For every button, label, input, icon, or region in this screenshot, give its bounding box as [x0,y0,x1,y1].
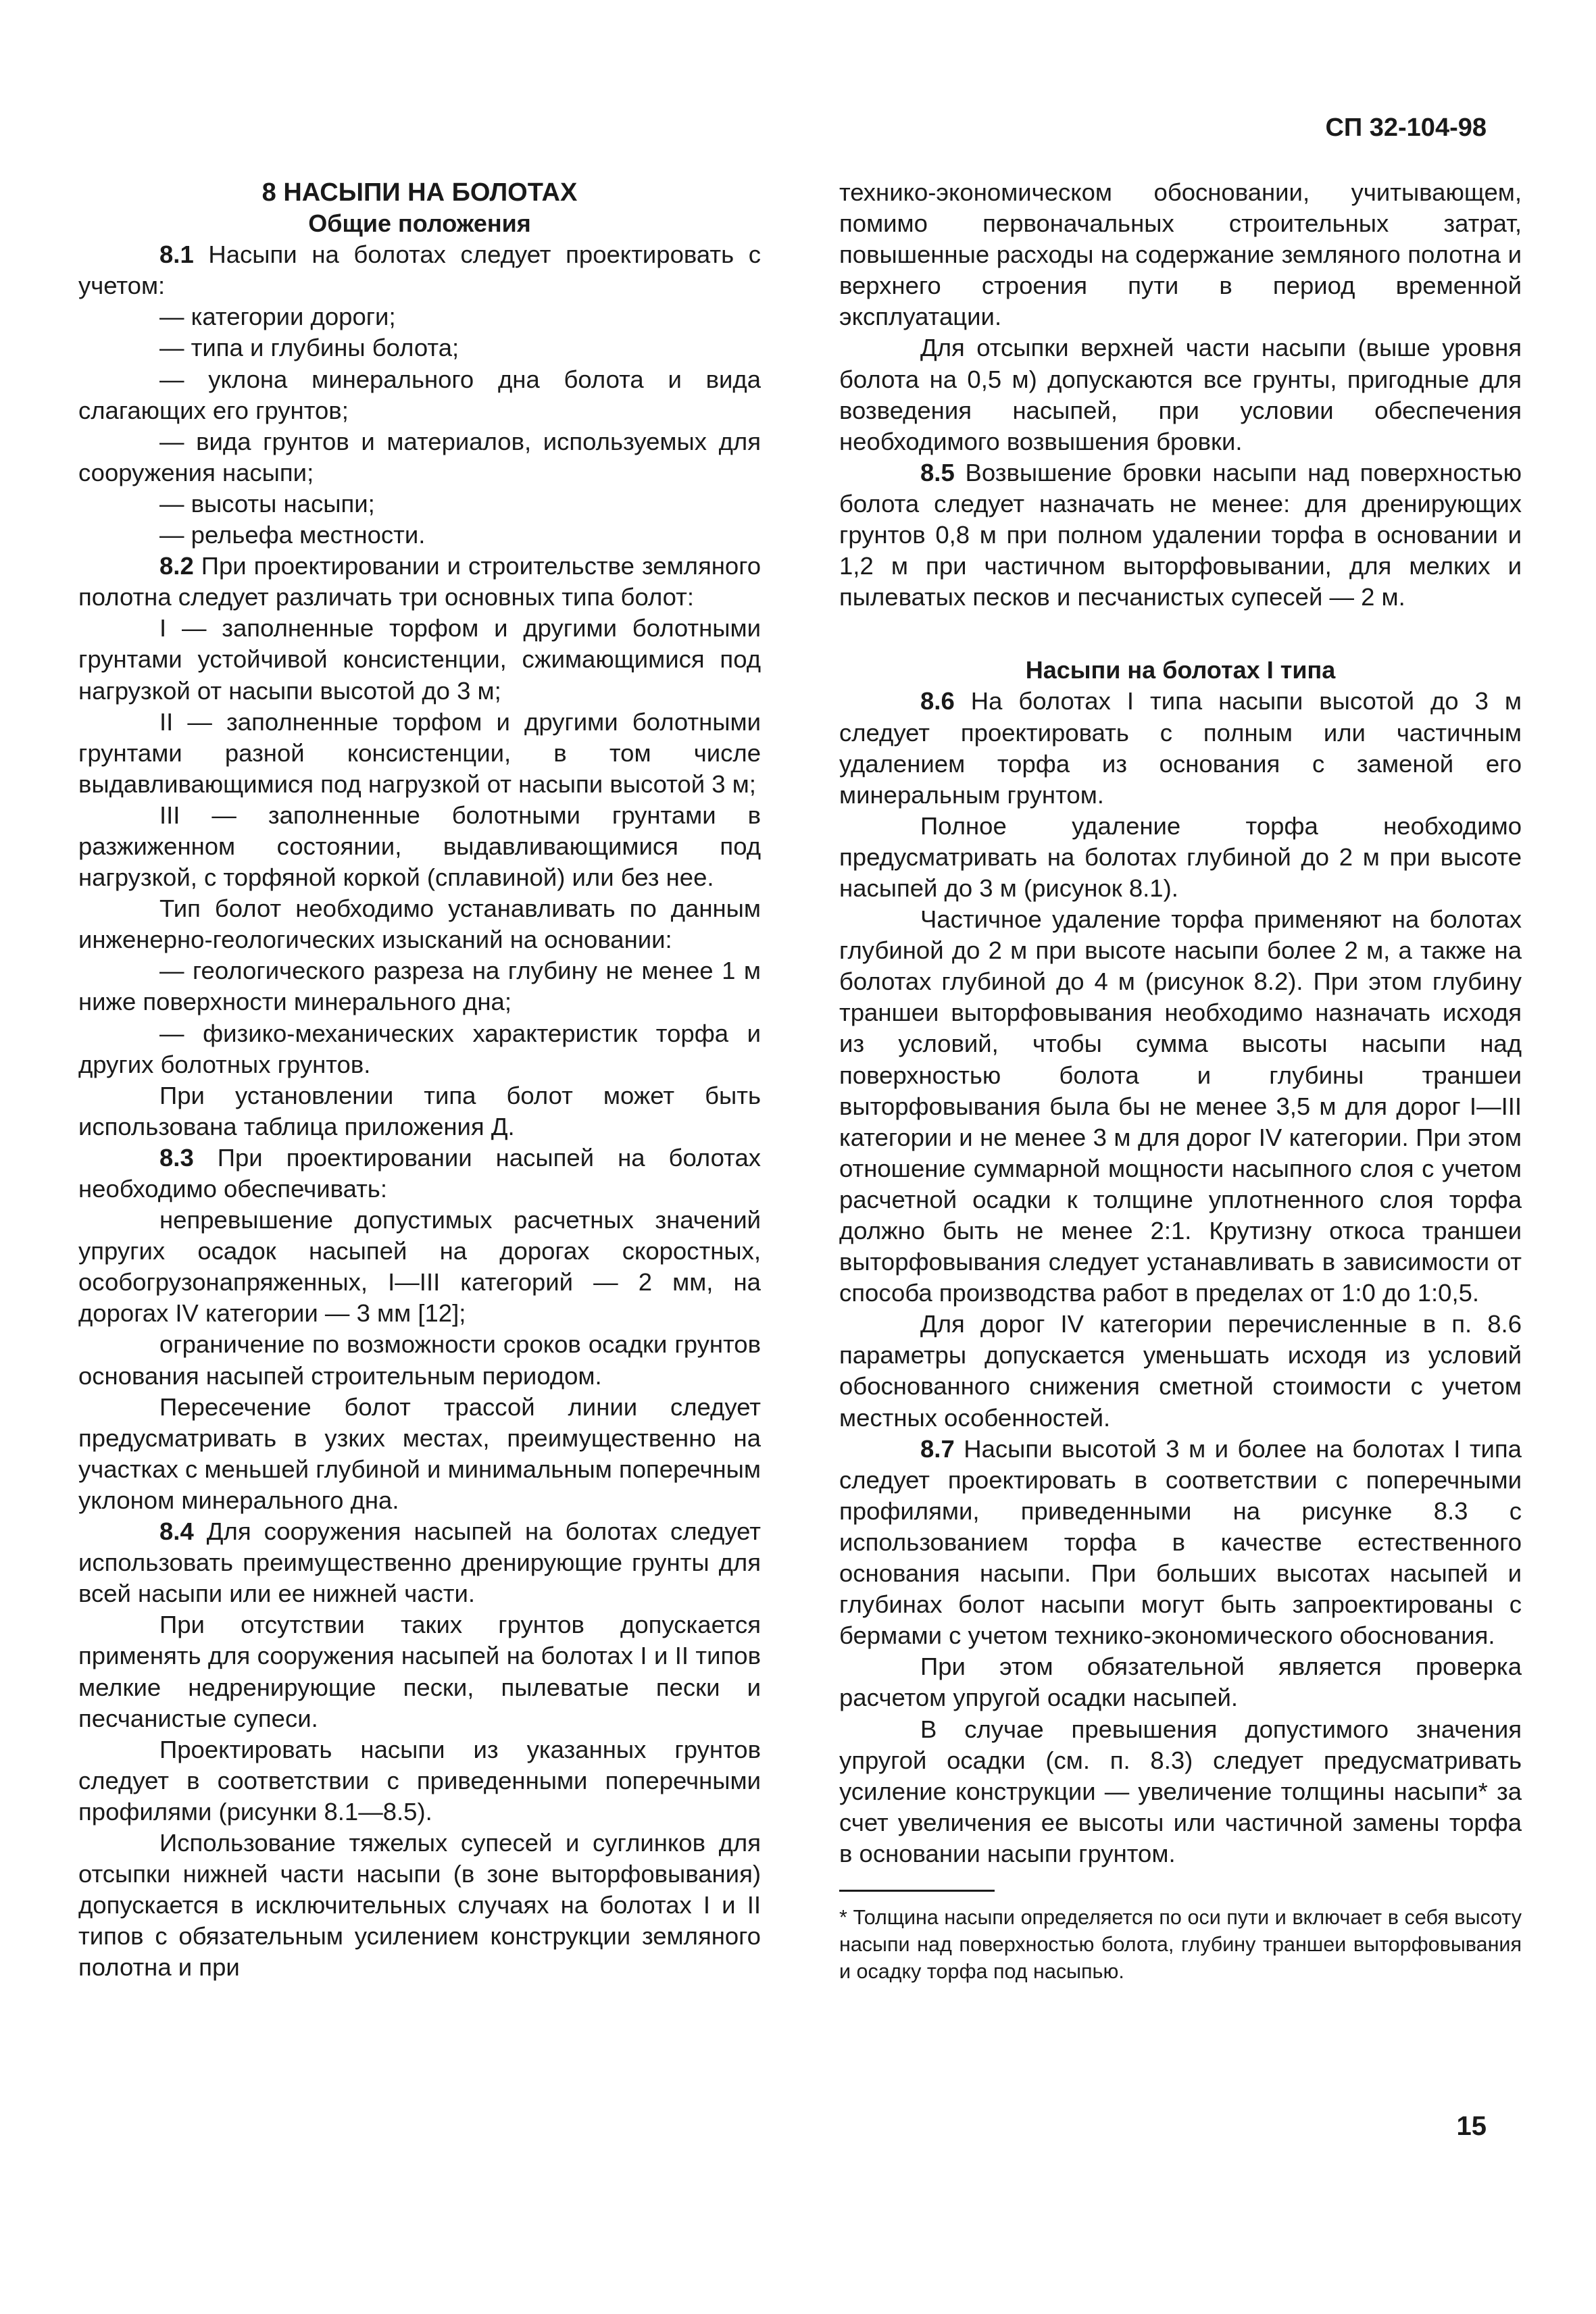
clause-number: 8.6 [920,687,955,715]
subsection-title-type-1: Насыпи на болотах I типа [1025,656,1336,684]
subsection-title-general: Общие положения [308,209,531,238]
list-item: — рельефа местности. [159,521,426,549]
clause-number: 8.3 [159,1143,194,1172]
paragraph: Пересечение болот трассой линии следует предусматривать в узких местах, преимущественно на участках с меньшей глубиной и минимальным поперечным уклоном минерального дна. [78,1392,761,1514]
paragraph-8-1: 8.1 Насыпи на болотах следует проектировать с учетом: [78,241,761,300]
left-column [78,177,761,1983]
bog-type-1: I — заполненные торфом и другими болотными грунтами устойчивой консистенции, сжимающимися под нагрузкой от насыпи высотой до 3 м; [78,614,761,705]
footnote-divider [839,1890,995,1892]
list-item: — уклона минерального дна болота и вида слагающих его грунтов; [78,365,761,424]
clause-number: 8.1 [159,241,194,269]
clause-number: 8.5 [920,458,955,486]
paragraph: Для дорог IV категории перечисленные в п. 8.6 параметры допускается уменьшать исходя из условий обоснованного снижения сметной стоимости с учетом местных особенностей. [839,1310,1522,1432]
paragraph: При установлении типа болот может быть использована таблица приложения Д. [78,1081,761,1140]
bog-type-2: II — заполненные торфом и другими болотными грунтами разной консистенции, в том числе выдавливающимися под нагрузкой от насыпи высотой 3 м; [78,707,761,798]
paragraph-8-5: 8.5 Возвышение бровки насыпи над поверхностью болота следует назначать не менее: для дренирующих грунтов 0,8 м при полном удалении торфа в основании и 1,2 м при частичном выторфовывании, для мелких и пылеватых песков и песчанистых супесей — 2 м. [839,458,1522,611]
list-item: непревышение допустимых расчетных значений упругих осадок насыпей на дорогах скоростных, особогрузонапряженных, I—III категорий — 2 мм, на дорогах IV категории — 3 мм [12]; [78,1206,761,1328]
paragraph: Полное удаление торфа необходимо предусматривать на болотах глубиной до 2 м при высоте насыпей до 3 м (рисунок 8.1). [839,811,1522,902]
paragraph: При отсутствии таких грунтов допускается применять для сооружения насыпей на болотах I и II типов мелкие недренирующие пески, пылеватые пески и песчанистые супеси. [78,1611,761,1732]
paragraph-continued: технико-экономическом обосновании, учитывающем, помимо первоначальных строительных затрат, повышенные расходы на содержание земляного полотна и верхнего строения пути в период временной эксплуатации. [839,178,1522,331]
paragraph-8-7: 8.7 Насыпи высотой 3 м и более на болотах I типа следует проектировать в соответствии с поперечными профилями, приведенными на рисунке 8.3 с использованием торфа в качестве естественного основания насыпи. При больших высотах насыпей и глубинах болот насыпи могут быть запроектированы с бермами с учетом технико-экономического обоснования. [839,1434,1522,1650]
list-item: — категории дороги; [159,303,396,331]
footnote: * Толщина насыпи определяется по оси пути и включает в себя высоту насыпи над поверхностью болота, глубину траншеи выторфовывания и осадку торфа под насыпью. [839,1905,1522,1983]
paragraph-8-4: 8.4 Для сооружения насыпей на болотах следует использовать преимущественно дренирующие грунты для всей насыпи или ее нижней части. [78,1517,761,1608]
clause-number: 8.2 [159,552,194,580]
list-item: — вида грунтов и материалов, используемых для сооружения насыпи; [78,427,761,486]
list-item: ограничение по возможности сроков осадки грунтов основания насыпей строительным периодом. [78,1330,761,1390]
paragraph: Использование тяжелых супесей и суглинков для отсыпки нижней части насыпи (в зоне выторфовывания) допускается в исключительных случаях на болотах I и II типов с обязательным усилением конструкции земляного полотна и при [78,1828,761,1982]
right-column [839,177,1522,1985]
paragraph: Тип болот необходимо устанавливать по данным инженерно-геологических изысканий на основании: [78,895,761,954]
document-code: СП 32-104-98 [1325,114,1487,142]
paragraph-8-3: 8.3 При проектировании насыпей на болотах необходимо обеспечивать: [78,1143,761,1203]
paragraph-8-2: 8.2 При проектировании и строительстве земляного полотна следует различать три основных типа болот: [78,552,761,611]
section-title: 8 НАСЫПИ НА БОЛОТАХ [261,178,578,207]
clause-number: 8.7 [920,1434,955,1463]
list-item: — геологического разреза на глубину не менее 1 м ниже поверхности минерального дна; [78,957,761,1016]
paragraph: В случае превышения допустимого значения упругой осадки (см. п. 8.3) следует предусматривать усиление конструкции — увеличение толщины насыпи* за счет увеличения ее высоты или частичной замены торфа в основании насыпи грунтом. [839,1715,1522,1867]
paragraph: Проектировать насыпи из указанных грунтов следует в соответствии с приведенными поперечными профилями (рисунки 8.1—8.5). [78,1735,761,1826]
clause-number: 8.4 [159,1517,194,1546]
list-item: — высоты насыпи; [159,489,375,518]
paragraph: Частичное удаление торфа применяют на болотах глубиной до 2 м при высоте насыпи более 2 м, а также на болотах глубиной до 4 м (рисунок 8.2). При этом глубину траншеи выторфовывания необходимо назначать исходя из условий, чтобы сумма высоты насыпи над поверхностью болота и глубины траншеи выторфовывания была бы не менее 3,5 м для дорог I—III категории и не менее 3 м для дорог IV категории. При этом отношение суммарной мощности насыпного слоя с учетом расчетной осадки к толщине уплотненного слоя торфа должно быть не менее 2:1. Крутизну откоса траншеи выторфовывания следует устанавливать в зависимости от способа производства работ в пределах от 1:0 до 1:0,5. [839,905,1522,1307]
paragraph: При этом обязательной является проверка расчетом упругой осадки насыпей. [839,1653,1522,1712]
paragraph: Для отсыпки верхней части насыпи (выше уровня болота на 0,5 м) допускаются все грунты, пригодные для возведения насыпей, при условии обеспечения необходимого возвышения бровки. [839,334,1522,455]
list-item: — типа и глубины болота; [159,334,459,362]
bog-type-3: III — заполненные болотными грунтами в разжиженном состоянии, выдавливающимися под нагрузкой, с торфяной коркой (сплавиной) или без нее. [78,801,761,892]
paragraph-8-6: 8.6 На болотах I типа насыпи высотой до 3 м следует проектировать с полным или частичным удалением торфа из основания с заменой его минеральным грунтом. [839,687,1522,809]
list-item: — физико-механических характеристик торфа и других болотных грунтов. [78,1019,761,1078]
page-number: 15 [1456,2111,1487,2141]
